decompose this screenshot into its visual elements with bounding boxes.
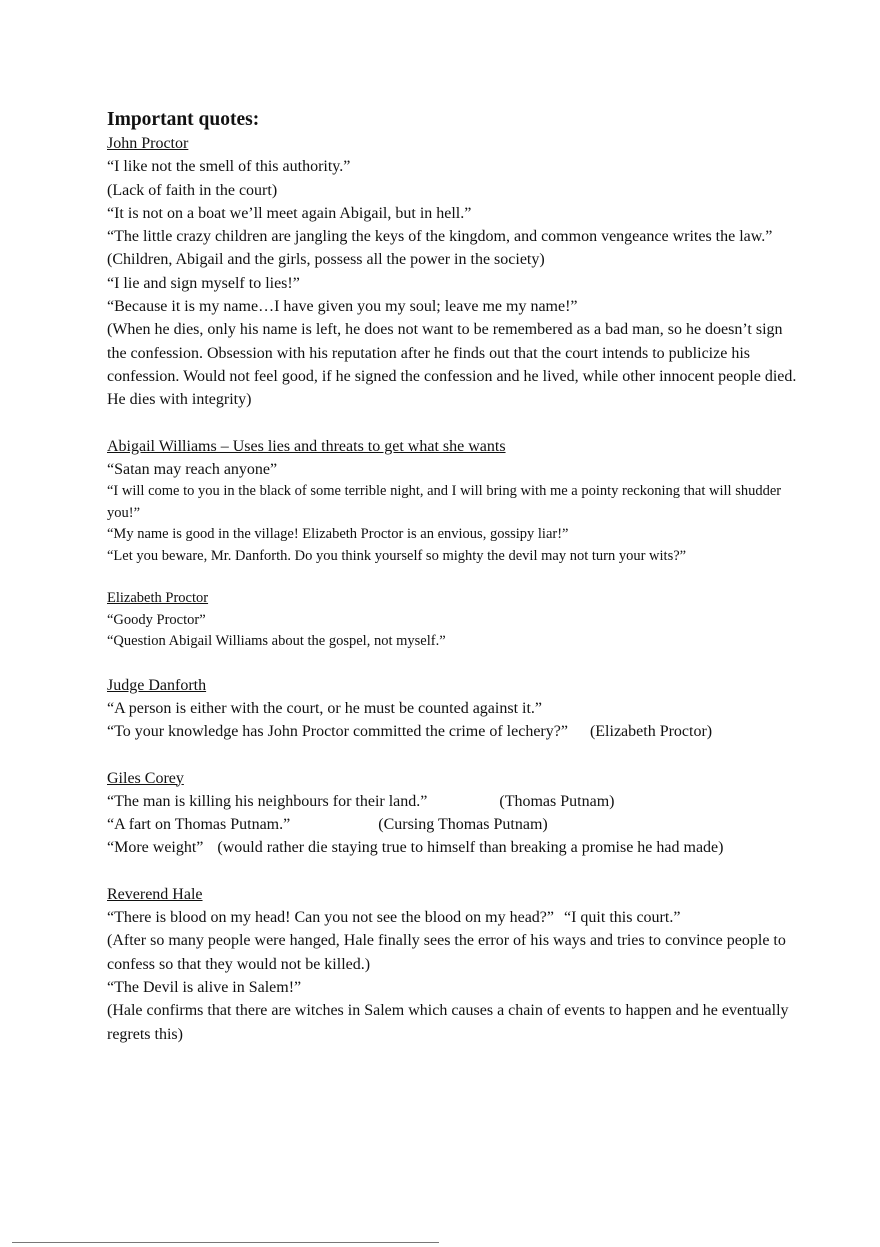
section-title: Judge Danforth xyxy=(107,676,207,694)
quote-text: “To your knowledge has John Proctor committed the crime of lechery?” xyxy=(107,723,568,741)
quote-line xyxy=(107,836,797,859)
note-line: (When he dies, only his name is left, he does not want to be remembered as a bad man, so he doesn’t sign the confession. Obsession with his reputation after he finds out that the court intends to publicize his confession. Would not feel good, if he signed the confession and he lived, while other innocent people died. He dies with integrity) xyxy=(107,321,797,409)
page-title: Important quotes: xyxy=(107,109,260,130)
section-john-proctor xyxy=(107,132,797,412)
document-page xyxy=(107,108,797,1046)
quote-text: “More weight” xyxy=(107,839,204,857)
speaker-note: (would rather die staying true to himself than breaking a promise he had made) xyxy=(217,839,724,857)
quote-line xyxy=(107,906,797,929)
footnote-separator xyxy=(12,1242,439,1243)
quote-text: “The man is killing his neighbours for their land.” xyxy=(107,792,428,810)
speaker-note: (Thomas Putnam) xyxy=(499,792,615,810)
note-line: (Hale confirms that there are witches in Salem which causes a chain of events to happen and he eventually regrets this) xyxy=(107,1002,789,1043)
quote-line: “I will come to you in the black of some terrible night, and I will bring with me a pointy reckoning that will shudder you!” xyxy=(107,483,782,521)
section-elizabeth-proctor xyxy=(107,588,797,653)
quote-line: “Let you beware, Mr. Danforth. Do you think yourself so mighty the devil may not turn your wits?” xyxy=(107,547,687,564)
section-title: John Proctor xyxy=(107,135,189,152)
note-line: (After so many people were hanged, Hale finally sees the error of his ways and tries to convince people to confess so that they would not be killed.) xyxy=(107,932,786,973)
quote-line: “A person is either with the court, or he must be counted against it.” xyxy=(107,699,542,717)
section-title: Abigail Williams – Uses lies and threats to get what she wants xyxy=(107,437,506,455)
quote-line: “Because it is my name…I have given you my soul; leave me my name!” xyxy=(107,298,578,316)
section-title: Elizabeth Proctor xyxy=(107,590,209,607)
quote-line: “The little crazy children are jangling the keys of the kingdom, and common vengeance writes the law.” xyxy=(107,228,773,246)
section-reverend-hale xyxy=(107,883,797,1046)
quote-text: “There is blood on my head! Can you not see the blood on my head?” xyxy=(107,909,554,927)
quote-line xyxy=(107,790,797,813)
quote-text: “A fart on Thomas Putnam.” xyxy=(107,816,291,834)
quote-line: “Question Abigail Williams about the gospel, not myself.” xyxy=(107,633,446,650)
section-title: Giles Corey xyxy=(107,769,184,787)
section-judge-danforth xyxy=(107,674,797,744)
quote-line: “I lie and sign myself to lies!” xyxy=(107,274,300,292)
speaker-note: (Elizabeth Proctor) xyxy=(589,723,713,741)
quote-text: “I quit this court.” xyxy=(564,909,681,927)
quote-line: “Goody Proctor” xyxy=(107,611,206,628)
section-abigail-williams xyxy=(107,435,797,568)
quote-line xyxy=(107,813,797,836)
quote-line: “Satan may reach anyone” xyxy=(107,460,278,478)
quote-line: “It is not on a boat we’ll meet again Abigail, but in hell.” xyxy=(107,204,472,222)
quote-line xyxy=(107,720,797,743)
section-giles-corey xyxy=(107,767,797,860)
speaker-note: (Cursing Thomas Putnam) xyxy=(378,816,548,834)
quote-line: “My name is good in the village! Elizabeth Proctor is an envious, gossipy liar!” xyxy=(107,526,569,543)
quote-line: “The Devil is alive in Salem!” xyxy=(107,978,302,996)
note-line: (Children, Abigail and the girls, possess all the power in the society) xyxy=(107,251,545,269)
section-title: Reverend Hale xyxy=(107,885,203,903)
note-line: (Lack of faith in the court) xyxy=(107,181,278,199)
quote-line: “I like not the smell of this authority.” xyxy=(107,158,351,176)
